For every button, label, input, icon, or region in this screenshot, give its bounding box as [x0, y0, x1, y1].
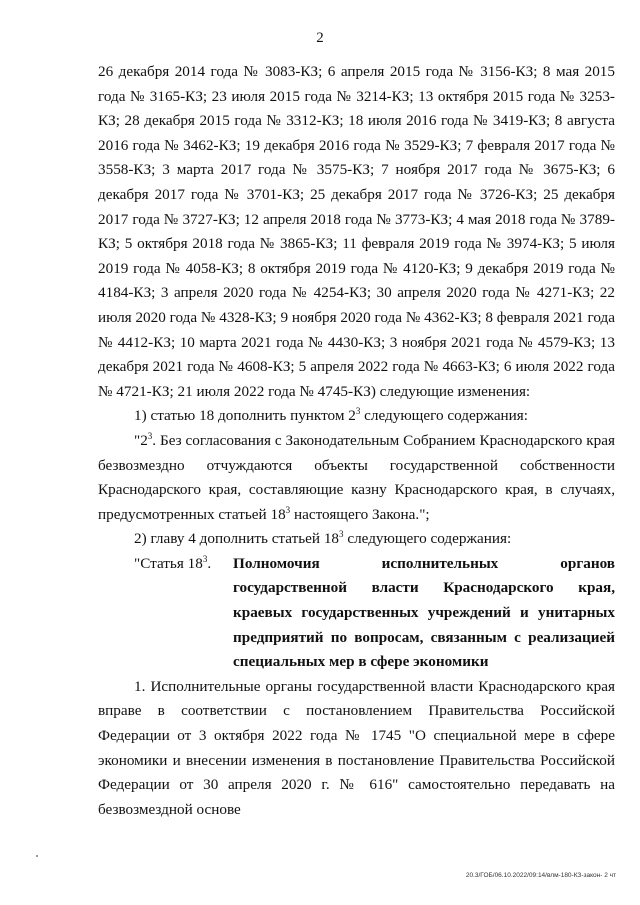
document-footer-code: 20.3/ГОБ/06.10.2022/09:14/влм-180-КЗ-закон- 2 чт — [465, 872, 616, 879]
item-2-superscript: 3 — [339, 529, 344, 540]
scan-speck — [36, 855, 38, 857]
clause-superscript: 3 — [147, 430, 153, 441]
article-label-dot: . — [207, 554, 212, 572]
article-label-superscript: 3 — [202, 553, 208, 564]
article-heading — [98, 552, 615, 675]
item-2-text-end: следующего содержания: — [343, 530, 512, 548]
item-1-text-end: следующего содержания: — [360, 407, 529, 425]
article-label — [98, 552, 229, 675]
clause-2-3-paragraph — [98, 429, 615, 527]
clause-text-end: настоящего Закона."; — [290, 505, 430, 523]
article-title: Полномочия исполнительных органов государственной власти Краснодарского края, краевых государственных учреждений и унитарных предприятий по вопросам, связанным с реализацией специальных мер в сфере экономики — [233, 554, 615, 671]
section-1-paragraph: 1. Исполнительные органы государственной власти Краснодарского края вправе в соответствии с постановлением Правительства Российской Федерации от 3 октября 2022 года № 1745 "О специальной мере в сфере экономики и внесении изменения в постановление Правительства Российской Федерации от 30 апреля 2020 г. № 616" самостоятельно передавать на безвозмездной основе — [98, 677, 615, 818]
clause-article-superscript: 3 — [285, 504, 291, 515]
clause-open: "2 — [134, 431, 148, 449]
amendment-list-paragraph: 26 декабря 2014 года № 3083-КЗ; 6 апреля 2015 года № 3156-КЗ; 8 мая 2015 года № 3165-КЗ; 23 июля 2015 года № 3214-КЗ; 13 октября 2015 года № 3253-КЗ; 28 декабря 2015 года № 3312-КЗ; 18 июля 2016 года № 3419-КЗ; 8 августа 2016 года № 3462-КЗ; 19 декабря 2016 года № 3529-КЗ; 7 февраля 2017 года № 3558-КЗ; 3 марта 2017 года № 3575-КЗ; 7 ноября 2017 года № 3675-КЗ; 6 декабря 2017 года № 3701-КЗ; 25 декабря 2017 года № 3726-КЗ; 25 декабря 2017 года № 3727-КЗ; 12 апреля 2018 года № 3773-КЗ; 4 мая 2018 года № 3789-КЗ; 5 октября 2018 года № 3865-КЗ; 11 февраля 2019 года № 3974-КЗ; 5 июля 2019 года № 4058-КЗ; 8 октября 2019 года № 4120-КЗ; 9 декабря 2019 года № 4184-КЗ; 3 апреля 2020 года № 4254-КЗ; 30 апреля 2020 года № 4271-КЗ; 22 июля 2020 года № 4328-КЗ; 9 ноября 2020 года № 4362-КЗ; 8 февраля 2021 года № 4412-КЗ; 10 марта 2021 года № 4430-КЗ; 3 ноября 2021 года № 4579-КЗ; 13 декабря 2021 года № 4608-КЗ; 5 апреля 2022 года № 4663-КЗ; 6 июля 2022 года № 4721-КЗ; 21 июля 2022 года № 4745-КЗ) следующие изменения: — [98, 63, 615, 400]
page-number: 2 — [316, 30, 324, 46]
article-label-text: "Статья 18 — [134, 554, 203, 572]
clause-text: . Без согласования с Законодательным Собранием Краснодарского края безвозмездно отчуждаются объекты государственной собственности Краснодарского края, составляющие казну Краснодарского края, в случаях, предусмотренных статьей 18 — [98, 431, 615, 523]
item-1-text: 1) статью 18 дополнить пунктом 2 — [134, 407, 356, 425]
item-2-text: 2) главу 4 дополнить статьей 18 — [134, 530, 340, 548]
document-body — [98, 60, 615, 822]
item-1-paragraph — [98, 404, 615, 429]
item-1-superscript: 3 — [355, 406, 361, 417]
item-2-paragraph — [98, 527, 615, 552]
